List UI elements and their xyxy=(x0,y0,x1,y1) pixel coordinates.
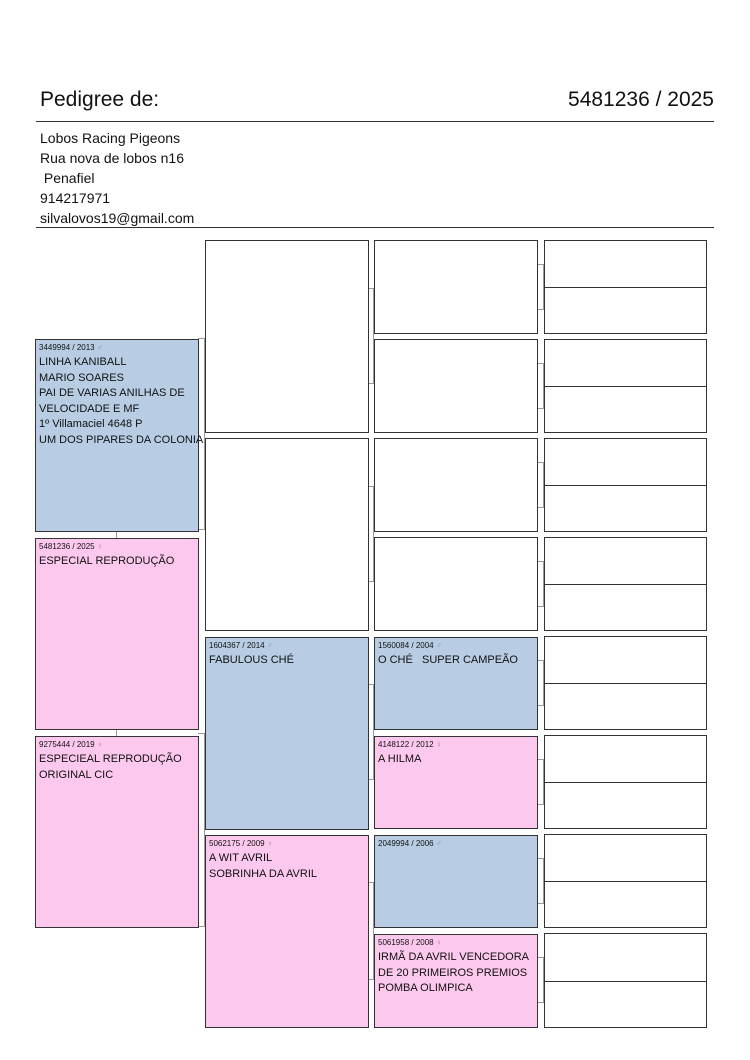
divider xyxy=(545,683,706,684)
male-icon: ♂ xyxy=(435,839,442,848)
pigeon-card-notes xyxy=(39,554,174,570)
male-icon: ♂ xyxy=(435,641,442,650)
ring-number: 5062175 / 2009 xyxy=(209,839,265,848)
pigeon-card-empty[interactable] xyxy=(544,636,707,730)
pigeon-card-empty[interactable] xyxy=(374,240,538,334)
pigeon-card-header xyxy=(39,343,103,352)
header-divider xyxy=(36,121,714,122)
divider xyxy=(545,386,706,387)
breeder-info xyxy=(40,128,194,228)
pigeon-card-notes xyxy=(39,752,182,783)
pigeon-card-father[interactable] xyxy=(35,339,204,532)
divider xyxy=(545,287,706,288)
note-line: VELOCIDADE E MF xyxy=(39,402,140,415)
divider xyxy=(545,981,706,982)
note-line: A HILMA xyxy=(378,753,422,765)
breeder-email: silvalovos19@gmail.com xyxy=(40,210,195,226)
note-line: O CHÉ SUPER CAMPEÃO xyxy=(378,654,518,666)
note-line: A WIT AVRIL xyxy=(209,852,273,864)
note-line: IRMÃ DA AVRIL VENCEDORA xyxy=(378,951,529,963)
pigeon-card-header xyxy=(378,839,442,848)
pigeon-card-header xyxy=(209,839,273,848)
note-line: DE 20 PRIMEIROS PREMIOS xyxy=(378,966,528,979)
note-line: FABULOUS CHÉ xyxy=(209,654,294,666)
breeder-address: Rua nova de lobos n16 xyxy=(40,150,184,166)
ring-number: 2049994 / 2006 xyxy=(378,839,434,848)
male-icon: ♂ xyxy=(96,343,103,352)
pigeon-card-empty[interactable] xyxy=(544,240,707,334)
divider xyxy=(545,485,706,486)
pigeon-card-subject[interactable] xyxy=(35,538,199,730)
pigeon-card-notes xyxy=(209,653,294,669)
pigeon-card-header xyxy=(209,641,273,650)
divider xyxy=(545,584,706,585)
pigeon-card-notes xyxy=(209,851,317,882)
pigeon-card-empty[interactable] xyxy=(205,438,369,631)
pigeon-card-empty[interactable] xyxy=(544,537,707,631)
note-line: MARIO SOARES xyxy=(39,371,124,384)
note-line: PAI DE VARIAS ANILHAS DE xyxy=(39,387,185,399)
pigeon-card-empty[interactable] xyxy=(374,438,538,532)
page-title: Pedigree de: xyxy=(40,88,160,111)
note-line: ORIGINAL CIC xyxy=(39,768,114,781)
pigeon-card-mss[interactable] xyxy=(374,637,538,730)
ring-number: 9275444 / 2019 xyxy=(39,740,95,749)
connector xyxy=(198,733,205,927)
note-line: LINHA KANIBALL xyxy=(39,356,127,368)
breeder-name: Lobos Racing Pigeons xyxy=(40,130,181,146)
pigeon-card-empty[interactable] xyxy=(544,834,707,928)
divider xyxy=(545,881,706,882)
pigeon-card-mds[interactable] xyxy=(374,835,538,928)
note-line: ESPECIEAL REPRODUÇÃO xyxy=(39,753,182,765)
note-line: SOBRINHA DA AVRIL xyxy=(209,867,318,880)
pigeon-card-mdd[interactable] xyxy=(374,934,538,1028)
breeder-city: Penafiel xyxy=(40,170,95,186)
ring-number: 1560084 / 2004 xyxy=(378,641,434,650)
pigeon-card-empty[interactable] xyxy=(205,240,369,433)
pigeon-card-notes xyxy=(39,355,203,448)
pigeon-card-mother-dam[interactable] xyxy=(205,835,369,1028)
pigeon-card-msd[interactable] xyxy=(374,736,538,829)
pigeon-card-empty[interactable] xyxy=(374,339,538,433)
pigeon-card-header xyxy=(378,938,442,947)
subject-ring-number: 5481236 / 2025 xyxy=(568,88,714,111)
pigeon-card-mother[interactable] xyxy=(35,736,199,928)
female-icon: ♀ xyxy=(435,740,442,749)
pigeon-card-notes xyxy=(378,950,529,997)
pigeon-card-header xyxy=(378,740,442,749)
pigeon-card-empty[interactable] xyxy=(374,537,538,631)
ring-number: 1604367 / 2014 xyxy=(209,641,265,650)
note-line: 1º Villamaciel 4648 P xyxy=(39,418,143,430)
pigeon-card-empty[interactable] xyxy=(544,438,707,532)
pigeon-card-mother-sire[interactable] xyxy=(205,637,369,830)
male-icon: ♂ xyxy=(266,641,273,650)
ring-number: 4148122 / 2012 xyxy=(378,740,434,749)
pigeon-card-empty[interactable] xyxy=(544,933,707,1028)
note-line: POMBA OLIMPICA xyxy=(378,982,473,994)
ring-number: 5061958 / 2008 xyxy=(378,938,434,947)
pigeon-card-empty[interactable] xyxy=(544,339,707,433)
pigeon-card-notes xyxy=(378,653,518,669)
note-line: ESPECIAL REPRODUÇÃO xyxy=(39,555,175,567)
pigeon-card-header xyxy=(378,641,442,650)
pigeon-card-header xyxy=(39,740,103,749)
divider xyxy=(545,782,706,783)
ring-number: 3449994 / 2013 xyxy=(39,343,95,352)
pigeon-card-empty[interactable] xyxy=(544,735,707,829)
female-icon: ♀ xyxy=(96,740,103,749)
pigeon-card-header xyxy=(39,542,103,551)
ring-number: 5481236 / 2025 xyxy=(39,542,95,551)
pigeon-card-notes xyxy=(378,752,421,768)
note-line: UM DOS PIPARES DA COLONIA xyxy=(39,433,204,446)
female-icon: ♀ xyxy=(266,839,273,848)
female-icon: ♀ xyxy=(435,938,442,947)
breeder-phone: 914217971 xyxy=(40,190,111,206)
female-icon: ♀ xyxy=(96,542,103,551)
breeder-divider xyxy=(36,227,714,228)
